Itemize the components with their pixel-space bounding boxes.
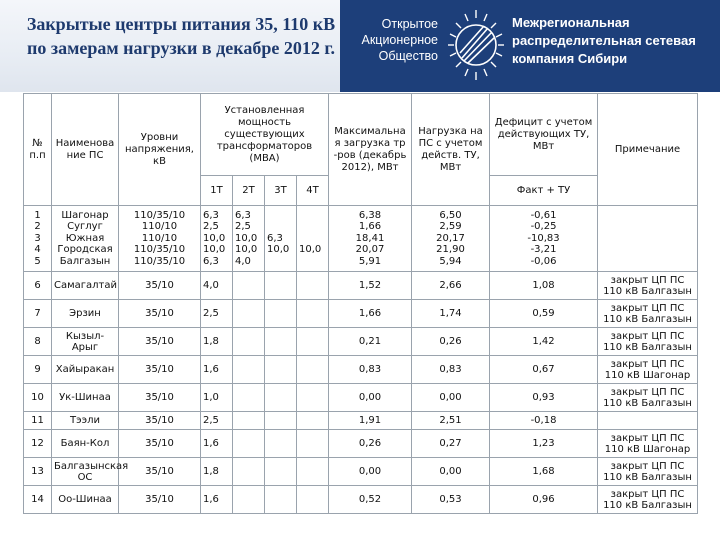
cell-t3: 10,0: [267, 244, 290, 256]
header-load-tu: Нагрузка на ПС с учетом действ. ТУ, МВт: [412, 94, 490, 206]
cell-voltage: 35/10: [119, 384, 201, 412]
cell-name: Эрзин: [52, 300, 119, 328]
table-row: [24, 272, 698, 300]
cell-note: закрыт ЦП ПС 110 кВ Балгазын: [598, 272, 698, 300]
cell-voltage: 35/10: [119, 328, 201, 356]
cell-name: Оо-Шинаа: [52, 486, 119, 514]
cell-names: [52, 206, 119, 272]
cell-t4: [299, 256, 326, 268]
cell-num: 4: [34, 244, 41, 256]
cell-max-load: 0,26: [329, 430, 412, 458]
globe-lines-icon: [444, 6, 508, 84]
cell-t1: 6,3: [203, 209, 219, 221]
cell-voltages: [119, 206, 201, 272]
cell-name: Городская: [57, 244, 113, 256]
cell-num: 1: [34, 209, 41, 221]
cell-deficit: -0,25: [530, 221, 557, 233]
table-row: [24, 486, 698, 514]
cell-deficit: 0,59: [490, 300, 598, 328]
cell-note: [598, 412, 698, 430]
cell-empty: [297, 328, 329, 356]
header-t1: 1Т: [201, 176, 233, 206]
cell-load-tu: 0,27: [412, 430, 490, 458]
cell-empty: [233, 430, 265, 458]
cell-empty: [233, 486, 265, 514]
table-row: [24, 430, 698, 458]
header-voltage: Уровни напряжения, кВ: [119, 94, 201, 206]
cell-empty: [297, 486, 329, 514]
cell-empty: [233, 300, 265, 328]
slide-header: [0, 0, 720, 92]
cell-max-load: 5,91: [358, 255, 382, 267]
cell-t2: 10,0: [235, 232, 258, 244]
cell-t1: 10,0: [203, 244, 226, 256]
cell-num: 10: [24, 384, 52, 412]
cell-name: Балгазынская ОС: [52, 458, 119, 486]
cell-load-tu: 0,26: [412, 328, 490, 356]
cell-max-load: 0,52: [329, 486, 412, 514]
cell-voltage: 110/10: [141, 232, 178, 244]
table-row: [24, 328, 698, 356]
cell-deficit: 1,08: [490, 272, 598, 300]
cell-load-tu: 0,83: [412, 356, 490, 384]
cell-voltage: 35/10: [119, 272, 201, 300]
cell-deficit: 0,67: [490, 356, 598, 384]
cell-deficit: -0,18: [490, 412, 598, 430]
table-row: [24, 300, 698, 328]
header-deficit-sub: Факт + ТУ: [490, 176, 598, 206]
cell-load-tu: 2,51: [412, 412, 490, 430]
company-form-line: Открытое: [381, 17, 438, 31]
cell-t1: 1,6: [201, 356, 233, 384]
cell-note: закрыт ЦП ПС 110 кВ Шагонар: [598, 356, 698, 384]
cell-num: 3: [34, 232, 41, 244]
cell-max-load: 1,66: [358, 221, 382, 233]
cell-nums: [24, 206, 52, 272]
cell-empty: [265, 384, 297, 412]
company-banner: [340, 0, 720, 92]
cell-t1: 1,6: [201, 430, 233, 458]
cell-empty: [265, 412, 297, 430]
header-capacity: Установленная мощность существующих трансформаторов (МВА): [201, 94, 329, 176]
cell-note: закрыт ЦП ПС 110 кВ Балгазын: [598, 486, 698, 514]
cell-max-load: 1,91: [329, 412, 412, 430]
cell-empty: [265, 272, 297, 300]
cell-empty: [297, 300, 329, 328]
cell-t2-stack: [233, 206, 265, 272]
cell-load-tu: 5,94: [439, 255, 462, 267]
cell-deficit: 0,93: [490, 384, 598, 412]
cell-deficit: 1,42: [490, 328, 598, 356]
header-num: № п.п: [24, 94, 52, 206]
cell-t1-stack: [201, 206, 233, 272]
cell-t1: 1,6: [201, 486, 233, 514]
cell-t1: 1,0: [201, 384, 233, 412]
header-deficit: Дефицит с учетом действующих ТУ, МВт: [490, 94, 598, 176]
cell-deficit: -10,83: [527, 232, 560, 244]
cell-num: 7: [24, 300, 52, 328]
cell-empty: [233, 356, 265, 384]
cell-load-tu: 0,00: [412, 384, 490, 412]
cell-voltage: 35/10: [119, 412, 201, 430]
cell-load-tu: 0,53: [412, 486, 490, 514]
cell-note: закрыт ЦП ПС 110 кВ Балгазын: [598, 300, 698, 328]
cell-note-empty: [598, 206, 698, 272]
cell-num: 14: [24, 486, 52, 514]
cell-t1: 2,5: [201, 300, 233, 328]
cell-t2: 10,0: [235, 244, 258, 256]
table-row-stacked: [24, 206, 698, 272]
cell-load-tu: 1,74: [412, 300, 490, 328]
cell-voltage: 110/35/10: [133, 255, 186, 267]
cell-name: Суглуг: [67, 221, 103, 233]
cell-num: 5: [34, 255, 41, 267]
slide-title: Закрытые центры питания 35, 110 кВ по замерам нагрузки в декабре 2012 г.: [26, 14, 336, 58]
cell-note: закрыт ЦП ПС 110 кВ Балгазын: [598, 458, 698, 486]
cell-deficit: -3,21: [530, 244, 557, 256]
cell-empty: [233, 272, 265, 300]
company-form-line: Общество: [378, 49, 438, 63]
cell-t4: [299, 233, 326, 245]
cell-t1: 2,5: [203, 221, 219, 233]
company-name: [512, 14, 720, 68]
cell-max-load: 18,41: [355, 232, 385, 244]
cell-t3: [267, 221, 294, 233]
header-t3: 3Т: [265, 176, 297, 206]
cell-load-tu: 2,66: [412, 272, 490, 300]
cell-max-load: 20,07: [355, 244, 385, 256]
company-form-line: Акционерное: [361, 33, 438, 47]
header-note: Примечание: [598, 94, 698, 206]
cell-max-load: 1,66: [329, 300, 412, 328]
cell-t4-stack: [297, 206, 329, 272]
cell-t1: 1,8: [201, 458, 233, 486]
cell-t2: 6,3: [235, 209, 251, 221]
cell-voltage: 35/10: [119, 430, 201, 458]
cell-empty: [297, 384, 329, 412]
cell-empty: [233, 328, 265, 356]
cell-deficit-stack: [490, 206, 598, 272]
cell-voltage: 35/10: [119, 486, 201, 514]
cell-empty: [233, 458, 265, 486]
cell-name: Самагалтай: [52, 272, 119, 300]
cell-max-load: 0,83: [329, 356, 412, 384]
company-name-line: компания Сибири: [512, 51, 628, 66]
table-row: [24, 384, 698, 412]
cell-empty: [297, 356, 329, 384]
cell-name: Ук-Шинаа: [52, 384, 119, 412]
cell-empty: [265, 300, 297, 328]
cell-empty: [297, 272, 329, 300]
cell-load-tu: 20,17: [436, 232, 465, 244]
cell-deficit: -0,61: [530, 209, 557, 221]
header-name: Наименова ние ПС: [52, 94, 119, 206]
cell-name: Южная: [65, 232, 105, 244]
cell-t4: 10,0: [299, 244, 322, 256]
table-header-row: [24, 94, 698, 176]
cell-voltage: 35/10: [119, 458, 201, 486]
table-row: [24, 412, 698, 430]
cell-max-load: 0,00: [329, 458, 412, 486]
cell-t1: 1,8: [201, 328, 233, 356]
load-table: [23, 93, 698, 514]
cell-t1: 2,5: [201, 412, 233, 430]
cell-load-tu-stack: [412, 206, 490, 272]
cell-t1: 10,0: [203, 232, 226, 244]
cell-t3: 6,3: [267, 232, 283, 244]
cell-t3: [267, 256, 294, 268]
cell-load-tu: 2,59: [439, 221, 462, 233]
cell-num: 11: [24, 412, 52, 430]
cell-t4: [299, 221, 326, 233]
cell-t2: 2,5: [235, 221, 251, 233]
company-name-line: распределительная сетевая: [512, 33, 696, 48]
cell-empty: [297, 412, 329, 430]
header-t2: 2Т: [233, 176, 265, 206]
cell-name: Шагонар: [61, 209, 109, 221]
cell-load-tu: 0,00: [412, 458, 490, 486]
cell-t3-stack: [265, 206, 297, 272]
cell-voltage: 110/35/10: [133, 209, 186, 221]
cell-t3: [267, 210, 294, 222]
cell-t2: 4,0: [235, 255, 251, 267]
cell-load-tu: 6,50: [439, 209, 462, 221]
cell-name: Кызыл-Арыг: [52, 328, 119, 356]
cell-empty: [297, 458, 329, 486]
cell-num: 2: [34, 221, 41, 233]
cell-empty: [265, 486, 297, 514]
cell-num: 8: [24, 328, 52, 356]
cell-name: Тээли: [52, 412, 119, 430]
cell-t4: [299, 210, 326, 222]
cell-note: закрыт ЦП ПС 110 кВ Балгазын: [598, 328, 698, 356]
cell-empty: [265, 430, 297, 458]
cell-empty: [265, 356, 297, 384]
cell-max-load: 0,00: [329, 384, 412, 412]
cell-empty: [265, 458, 297, 486]
cell-num: 12: [24, 430, 52, 458]
cell-num: 13: [24, 458, 52, 486]
cell-note: закрыт ЦП ПС 110 кВ Балгазын: [598, 384, 698, 412]
cell-deficit: -0,06: [530, 255, 557, 267]
header-max-load: Максимальна я загрузка тр -ров (декабрь 2012), МВт: [329, 94, 412, 206]
cell-name: Баян-Кол: [52, 430, 119, 458]
cell-max-load: 0,21: [329, 328, 412, 356]
load-table-container: [23, 93, 697, 540]
table-row: [24, 356, 698, 384]
cell-num: 9: [24, 356, 52, 384]
cell-max-load-stack: [329, 206, 412, 272]
cell-max-load: 1,52: [329, 272, 412, 300]
company-form: [348, 16, 438, 64]
cell-load-tu: 21,90: [436, 244, 465, 256]
cell-name: Хайыракан: [52, 356, 119, 384]
cell-name: Балгазын: [59, 255, 111, 267]
cell-deficit: 1,23: [490, 430, 598, 458]
cell-note: закрыт ЦП ПС 110 кВ Шагонар: [598, 430, 698, 458]
cell-voltage: 35/10: [119, 356, 201, 384]
cell-voltage: 110/10: [141, 221, 178, 233]
cell-deficit: 0,96: [490, 486, 598, 514]
cell-voltage: 35/10: [119, 300, 201, 328]
table-row: [24, 458, 698, 486]
cell-num: 6: [24, 272, 52, 300]
cell-empty: [233, 412, 265, 430]
cell-deficit: 1,68: [490, 458, 598, 486]
cell-empty: [297, 430, 329, 458]
header-t4: 4Т: [297, 176, 329, 206]
cell-empty: [265, 328, 297, 356]
cell-max-load: 6,38: [358, 209, 382, 221]
cell-t1: 4,0: [201, 272, 233, 300]
cell-t1: 6,3: [203, 255, 219, 267]
cell-voltage: 110/35/10: [133, 244, 186, 256]
cell-empty: [233, 384, 265, 412]
company-name-line: Межрегиональная: [512, 15, 630, 30]
